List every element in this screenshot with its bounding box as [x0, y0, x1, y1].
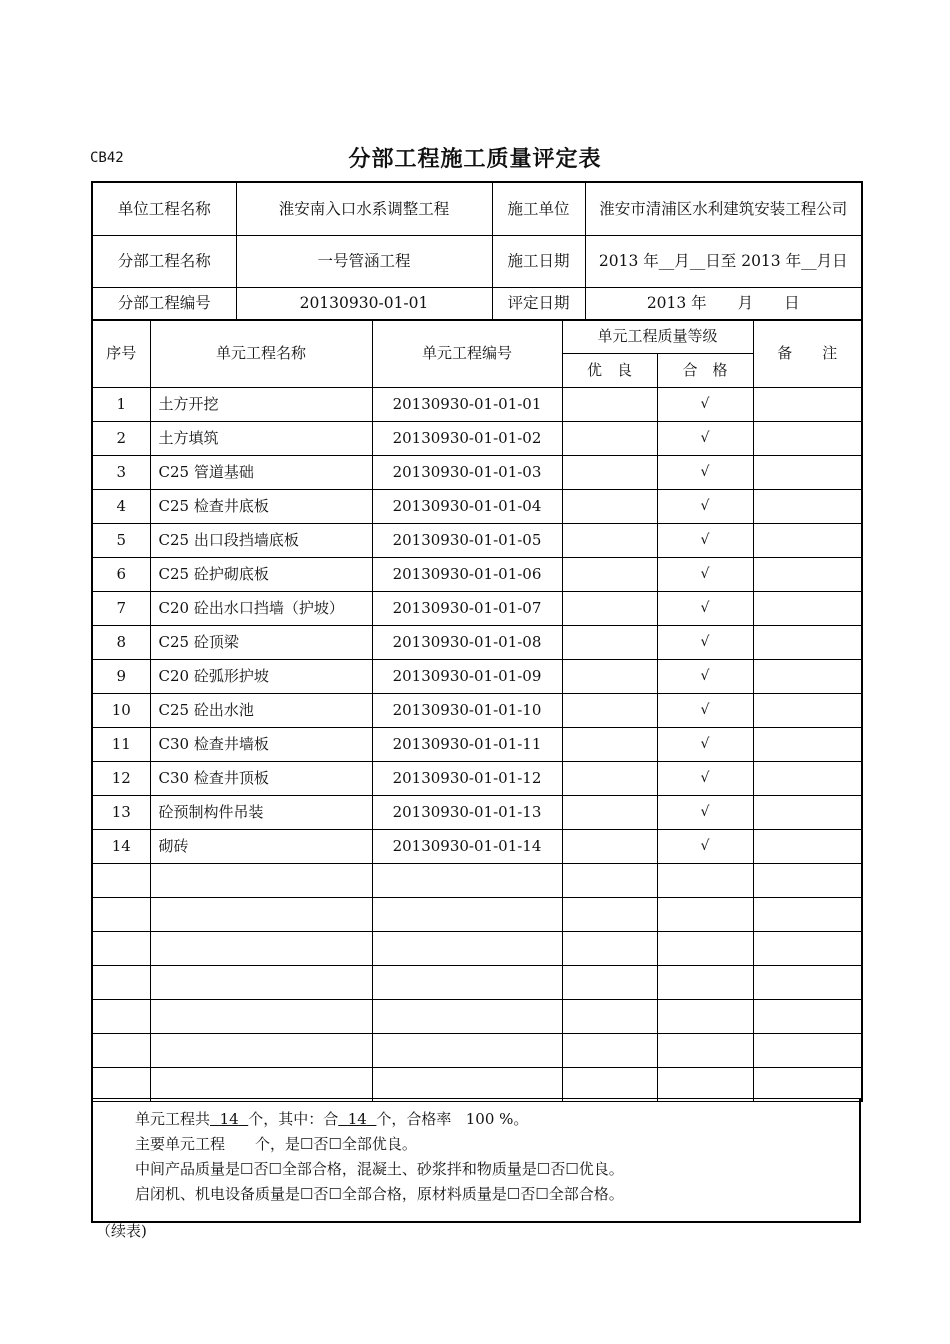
- empty-cell: [372, 966, 562, 1000]
- row-remark: [753, 728, 862, 762]
- row-qualified: √: [657, 456, 753, 490]
- table-row: [92, 456, 862, 490]
- units-table: [91, 319, 863, 1102]
- row-excellent: [562, 728, 657, 762]
- table-row: [92, 626, 862, 660]
- construction-date-label: 施工日期: [492, 235, 585, 287]
- table-row: [92, 524, 862, 558]
- total-count-value: 14: [219, 1110, 239, 1128]
- row-name: C25 检查井底板: [150, 490, 372, 524]
- row-code: 20130930-01-01-07: [372, 592, 562, 626]
- empty-cell: [150, 1034, 372, 1068]
- continued-note: （续表): [96, 1222, 147, 1240]
- row-name: 土方开挖: [150, 388, 372, 422]
- row-qualified: √: [657, 490, 753, 524]
- empty-cell: [657, 898, 753, 932]
- row-qualified: √: [657, 660, 753, 694]
- eval-date-value: 2013 年 月 日: [585, 287, 862, 320]
- row-qualified: √: [657, 524, 753, 558]
- row-seq: 5: [92, 524, 150, 558]
- row-name: 土方填筑: [150, 422, 372, 456]
- empty-cell: [657, 864, 753, 898]
- table-row: [92, 490, 862, 524]
- row-remark: [753, 422, 862, 456]
- empty-cell: [657, 966, 753, 1000]
- row-seq: 4: [92, 490, 150, 524]
- row-name: C25 砼护砌底板: [150, 558, 372, 592]
- empty-cell: [753, 898, 862, 932]
- row-remark: [753, 660, 862, 694]
- row-name: 砼预制构件吊装: [150, 796, 372, 830]
- empty-cell: [92, 898, 150, 932]
- table-row: [92, 762, 862, 796]
- summary-block: [91, 1098, 861, 1223]
- row-qualified: √: [657, 388, 753, 422]
- row-remark: [753, 626, 862, 660]
- row-seq: 9: [92, 660, 150, 694]
- table-row: [92, 388, 862, 422]
- empty-cell: [150, 932, 372, 966]
- row-code: 20130930-01-01-13: [372, 796, 562, 830]
- empty-cell: [372, 1068, 562, 1102]
- empty-cell: [372, 898, 562, 932]
- empty-cell: [372, 864, 562, 898]
- row-qualified: √: [657, 558, 753, 592]
- info-table: [91, 181, 863, 321]
- summary-text: 个，合格率: [376, 1110, 452, 1128]
- unit-name-value: 淮安南入口水系调整工程: [236, 182, 492, 235]
- empty-row: [92, 1068, 862, 1102]
- row-excellent: [562, 456, 657, 490]
- contractor-label: 施工单位: [492, 182, 585, 235]
- row-code: 20130930-01-01-02: [372, 422, 562, 456]
- row-remark: [753, 592, 862, 626]
- empty-cell: [657, 1000, 753, 1034]
- row-name: 砌砖: [150, 830, 372, 864]
- row-qualified: √: [657, 728, 753, 762]
- summary-text: %。: [499, 1110, 529, 1128]
- empty-row: [92, 898, 862, 932]
- summary-line-3: 中间产品质量是☐否☐全部合格，混凝土、砂浆拌和物质量是☐否☐优良。: [135, 1160, 624, 1178]
- empty-cell: [92, 864, 150, 898]
- row-excellent: [562, 524, 657, 558]
- empty-cell: [150, 1000, 372, 1034]
- empty-cell: [150, 1068, 372, 1102]
- row-seq: 13: [92, 796, 150, 830]
- row-code: 20130930-01-01-08: [372, 626, 562, 660]
- empty-cell: [92, 932, 150, 966]
- eval-date-label: 评定日期: [492, 287, 585, 320]
- col-name-header: 单元工程名称: [150, 320, 372, 388]
- empty-cell: [657, 1068, 753, 1102]
- row-remark: [753, 388, 862, 422]
- row-code: 20130930-01-01-09: [372, 660, 562, 694]
- row-code: 20130930-01-01-06: [372, 558, 562, 592]
- summary-line-2: 主要单元工程 个，是☐否☐全部优良。: [135, 1135, 417, 1153]
- total-count: [210, 1110, 248, 1128]
- form-code: CB42: [90, 150, 124, 166]
- row-qualified: √: [657, 694, 753, 728]
- row-seq: 2: [92, 422, 150, 456]
- empty-cell: [92, 1034, 150, 1068]
- empty-row: [92, 966, 862, 1000]
- summary-line-4: 启闭机、机电设备质量是☐否☐全部合格，原材料质量是☐否☐全部合格。: [135, 1185, 624, 1203]
- empty-cell: [562, 966, 657, 1000]
- row-remark: [753, 796, 862, 830]
- row-excellent: [562, 592, 657, 626]
- row-seq: 10: [92, 694, 150, 728]
- unit-name-label: 单位工程名称: [92, 182, 236, 235]
- qualified-count: [338, 1110, 376, 1128]
- empty-cell: [753, 864, 862, 898]
- row-name: C20 砼出水口挡墙（护坡）: [150, 592, 372, 626]
- empty-cell: [150, 898, 372, 932]
- table-row: [92, 830, 862, 864]
- empty-row: [92, 1000, 862, 1034]
- row-seq: 7: [92, 592, 150, 626]
- empty-cell: [92, 966, 150, 1000]
- table-row: [92, 728, 862, 762]
- empty-cell: [562, 932, 657, 966]
- contractor-value: 淮安市清浦区水利建筑安装工程公司: [585, 182, 862, 235]
- row-qualified: √: [657, 830, 753, 864]
- empty-cell: [372, 1000, 562, 1034]
- empty-cell: [562, 1000, 657, 1034]
- empty-cell: [562, 1034, 657, 1068]
- row-code: 20130930-01-01-01: [372, 388, 562, 422]
- col-remark-header: 备 注: [753, 320, 862, 388]
- row-excellent: [562, 762, 657, 796]
- col-code-header: 单元工程编号: [372, 320, 562, 388]
- empty-row: [92, 932, 862, 966]
- row-excellent: [562, 694, 657, 728]
- row-code: 20130930-01-01-03: [372, 456, 562, 490]
- empty-cell: [753, 1000, 862, 1034]
- row-qualified: √: [657, 626, 753, 660]
- row-excellent: [562, 660, 657, 694]
- col-seq-header: 序号: [92, 320, 150, 388]
- empty-cell: [753, 1034, 862, 1068]
- table-row: [92, 694, 862, 728]
- table-row: [92, 422, 862, 456]
- empty-cell: [657, 932, 753, 966]
- row-name: C25 出口段挡墙底板: [150, 524, 372, 558]
- row-qualified: √: [657, 796, 753, 830]
- row-seq: 1: [92, 388, 150, 422]
- row-excellent: [562, 490, 657, 524]
- row-excellent: [562, 388, 657, 422]
- row-qualified: √: [657, 762, 753, 796]
- summary-text: 单元工程共: [135, 1110, 211, 1128]
- row-name: C30 检查井墙板: [150, 728, 372, 762]
- col-excellent-header: 优 良: [562, 354, 657, 388]
- qualified-count-value: 14: [347, 1110, 367, 1128]
- row-excellent: [562, 626, 657, 660]
- summary-line-1: [93, 1107, 859, 1132]
- row-excellent: [562, 558, 657, 592]
- summary-text: 个，其中：合: [248, 1110, 339, 1128]
- empty-cell: [753, 932, 862, 966]
- row-excellent: [562, 796, 657, 830]
- table-row: [92, 558, 862, 592]
- row-remark: [753, 558, 862, 592]
- empty-cell: [562, 1068, 657, 1102]
- row-seq: 12: [92, 762, 150, 796]
- empty-cell: [562, 864, 657, 898]
- row-name: C25 砼出水池: [150, 694, 372, 728]
- table-body: [92, 388, 862, 1102]
- row-name: C25 砼顶梁: [150, 626, 372, 660]
- empty-cell: [562, 898, 657, 932]
- row-seq: 11: [92, 728, 150, 762]
- row-qualified: √: [657, 422, 753, 456]
- empty-cell: [150, 864, 372, 898]
- empty-row: [92, 1034, 862, 1068]
- part-code-label: 分部工程编号: [92, 287, 236, 320]
- row-excellent: [562, 422, 657, 456]
- empty-cell: [372, 1034, 562, 1068]
- part-name-value: 一号管涵工程: [236, 235, 492, 287]
- table-row: [92, 660, 862, 694]
- row-remark: [753, 490, 862, 524]
- part-name-label: 分部工程名称: [92, 235, 236, 287]
- row-remark: [753, 694, 862, 728]
- row-remark: [753, 830, 862, 864]
- row-remark: [753, 762, 862, 796]
- empty-cell: [657, 1034, 753, 1068]
- page-title: 分部工程施工质量评定表: [348, 146, 602, 172]
- empty-cell: [92, 1068, 150, 1102]
- part-code-value: 20130930-01-01: [236, 287, 492, 320]
- table-row: [92, 592, 862, 626]
- col-qualified-header: 合 格: [657, 354, 753, 388]
- row-seq: 8: [92, 626, 150, 660]
- empty-cell: [753, 1068, 862, 1102]
- row-code: 20130930-01-01-11: [372, 728, 562, 762]
- empty-cell: [372, 932, 562, 966]
- row-seq: 14: [92, 830, 150, 864]
- row-seq: 3: [92, 456, 150, 490]
- empty-cell: [92, 1000, 150, 1034]
- empty-cell: [150, 966, 372, 1000]
- table-row: [92, 796, 862, 830]
- empty-row: [92, 864, 862, 898]
- construction-date-value: 2013 年__月__日至 2013 年__月日: [585, 235, 862, 287]
- row-qualified: √: [657, 592, 753, 626]
- row-code: 20130930-01-01-12: [372, 762, 562, 796]
- empty-cell: [753, 966, 862, 1000]
- row-excellent: [562, 830, 657, 864]
- row-code: 20130930-01-01-14: [372, 830, 562, 864]
- row-name: C25 管道基础: [150, 456, 372, 490]
- row-code: 20130930-01-01-10: [372, 694, 562, 728]
- row-remark: [753, 456, 862, 490]
- row-code: 20130930-01-01-04: [372, 490, 562, 524]
- col-grade-header: 单元工程质量等级: [562, 320, 753, 354]
- row-code: 20130930-01-01-05: [372, 524, 562, 558]
- row-seq: 6: [92, 558, 150, 592]
- row-remark: [753, 524, 862, 558]
- row-name: C30 检查井顶板: [150, 762, 372, 796]
- pass-rate: 100: [465, 1110, 495, 1128]
- row-name: C20 砼弧形护坡: [150, 660, 372, 694]
